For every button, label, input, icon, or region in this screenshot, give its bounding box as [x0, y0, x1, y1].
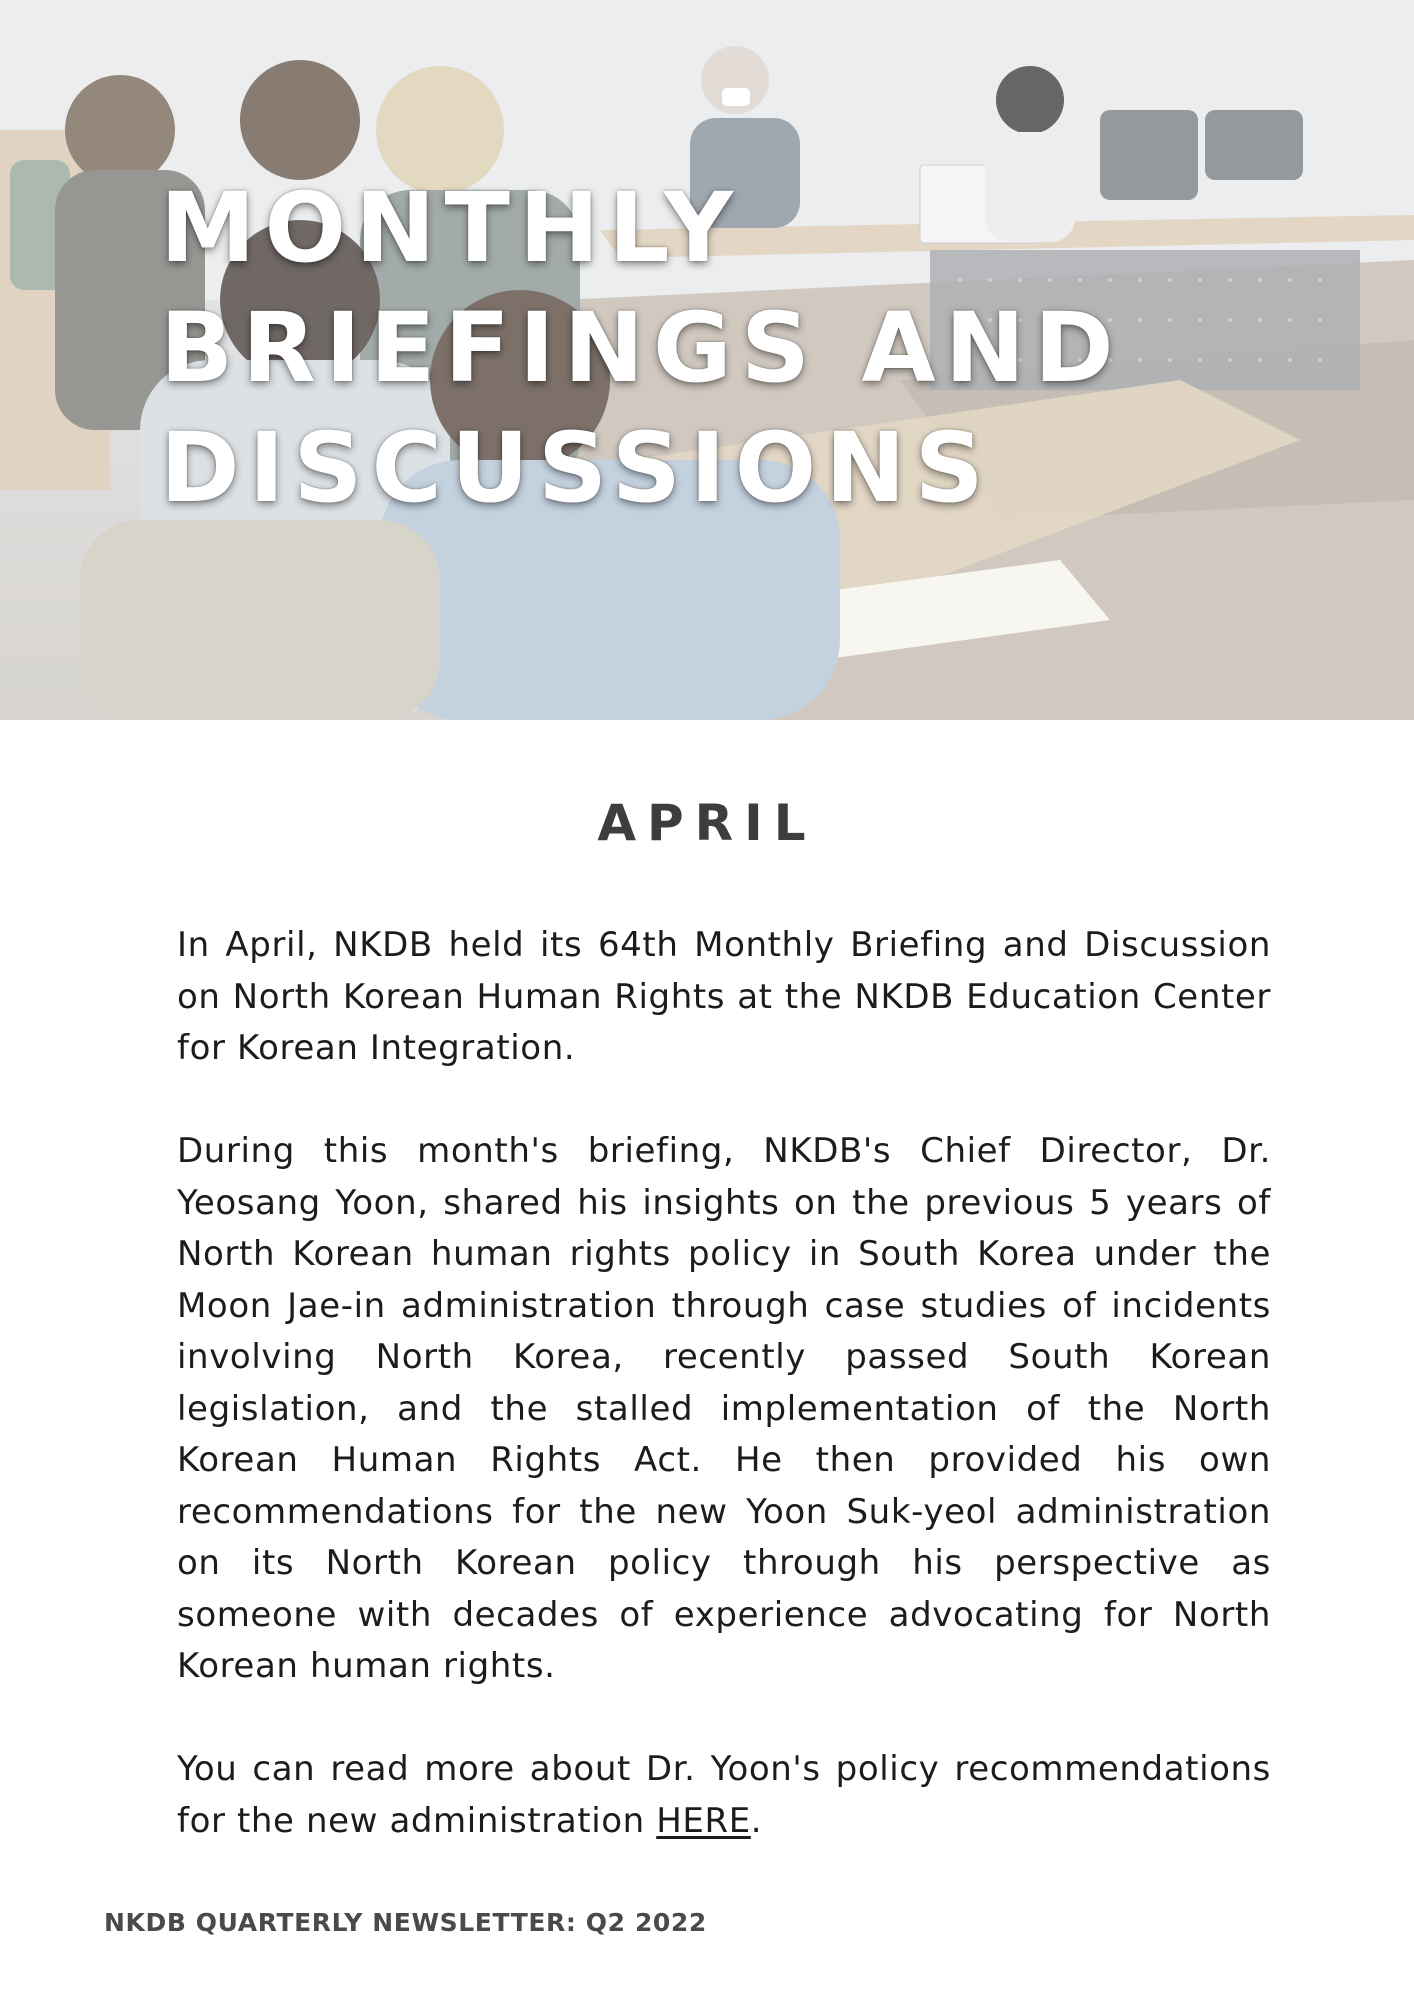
newsletter-footer: NKDB QUARTERLY NEWSLETTER: Q2 2022	[104, 1908, 707, 1937]
hero-banner	[0, 0, 1414, 720]
title-line-3: DISCUSSIONS	[160, 412, 993, 524]
article-body	[177, 920, 1271, 1847]
read-more-text: You can read more about Dr. Yoon's policy recommendations for the new administration	[177, 1749, 1271, 1841]
here-link[interactable]: HERE	[656, 1800, 751, 1841]
paragraph-intro: In April, NKDB held its 64th Monthly Briefing and Discussion on North Korean Human Rights at the NKDB Education Center for Korean Integration.	[177, 925, 1271, 1068]
title-line-2: BRIEFINGS AND	[160, 292, 1123, 404]
month-heading: APRIL	[597, 794, 817, 852]
paragraph-read-more	[177, 1744, 1271, 1847]
title-line-1: MONTHLY	[160, 172, 743, 284]
page-title	[160, 168, 1123, 528]
read-more-period: .	[750, 1800, 763, 1841]
paragraph-briefing-summary: During this month's briefing, NKDB's Chief Director, Dr. Yeosang Yoon, shared his insights on the previous 5 years of North Korean human rights policy in South Korea under the Moon Jae-in administration through case studies of incidents involving North Korea, recently passed South Korean legislation, and the stalled implementation of the North Korean Human Rights Act. He then provided his own recommendations for the new Yoon Suk-yeol administration on its North Korean policy through his perspective as someone with decades of experience advocating for North Korean human rights.	[177, 1131, 1271, 1686]
